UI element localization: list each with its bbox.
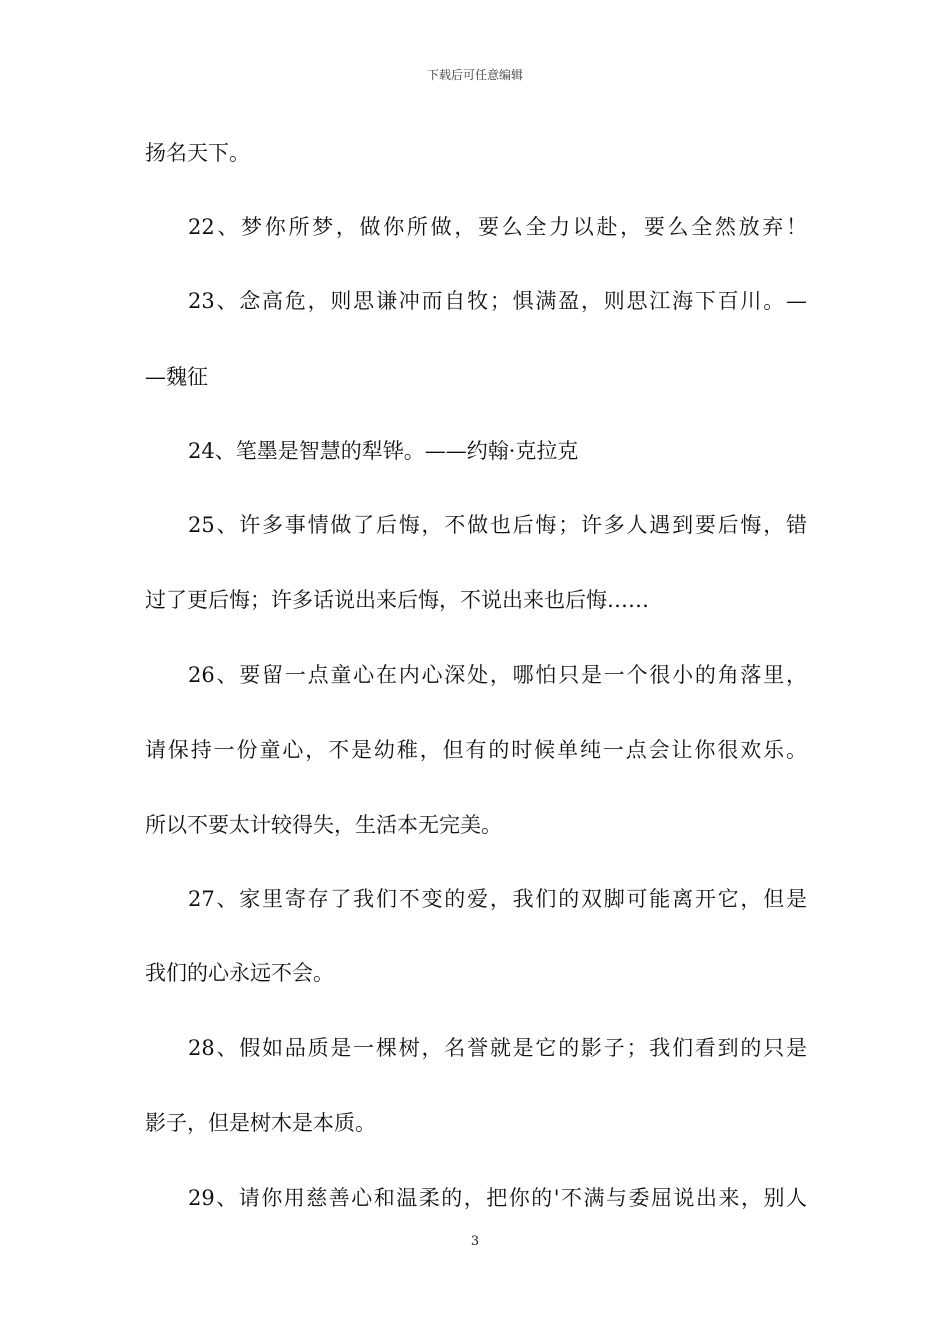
- text-line: 影子，但是树木是本质。: [145, 1111, 376, 1135]
- text-line: 扬名天下。: [145, 141, 250, 165]
- text-line: 26、要留一点童心在内心深处，哪怕只是一个很小的角落里，: [188, 663, 807, 687]
- text-line: 请保持一份童心，不是幼稚，但有的时候单纯一点会让你很欢乐。: [145, 738, 807, 762]
- text-line: 过了更后悔；许多话说出来后悔，不说出来也后悔……: [145, 588, 649, 612]
- text-line: 23、念高危，则思谦冲而自牧；惧满盈，则思江海下百川。—: [188, 289, 807, 313]
- text-line: 27、家里寄存了我们不变的爱，我们的双脚可能离开它，但是: [188, 887, 807, 911]
- text-line: 我们的心永远不会。: [145, 961, 334, 985]
- text-line: 所以不要太计较得失，生活本无完美。: [145, 813, 502, 837]
- page-number: 3: [470, 1234, 480, 1249]
- text-line: —魏征: [145, 365, 208, 389]
- text-line: 28、假如品质是一棵树，名誉就是它的影子；我们看到的只是: [188, 1036, 807, 1060]
- page-header-note: 下载后可任意编辑: [426, 68, 523, 82]
- text-line: 25、许多事情做了后悔，不做也后悔；许多人遇到要后悔，错: [188, 513, 807, 537]
- text-line: 22、梦你所梦，做你所做，要么全力以赴，要么全然放弃！: [188, 215, 807, 239]
- text-line: 29、请你用慈善心和温柔的，把你的'不满与委屈说出来，别人: [188, 1186, 807, 1210]
- text-line: 24、笔墨是智慧的犁铧。——约翰·克拉克: [188, 439, 579, 463]
